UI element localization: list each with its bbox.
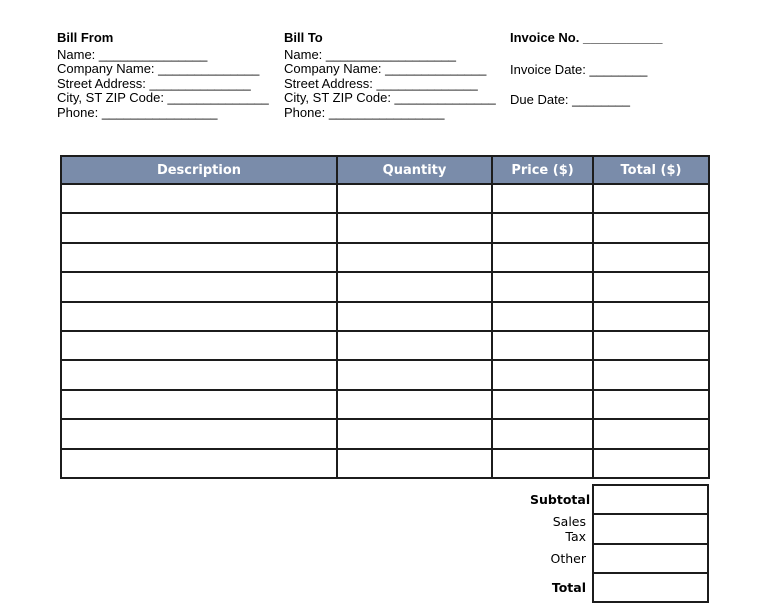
description-cell[interactable]: [61, 243, 337, 272]
total-label: Total: [551, 580, 586, 595]
quantity-cell[interactable]: [337, 449, 492, 478]
description-cell[interactable]: [61, 390, 337, 419]
total-cell[interactable]: [593, 573, 708, 602]
table-row: [61, 302, 709, 331]
quantity-cell[interactable]: [337, 213, 492, 242]
quantity-cell[interactable]: [337, 331, 492, 360]
total-cell[interactable]: [593, 213, 709, 242]
bill-to-heading: Bill To: [284, 30, 323, 45]
sales-tax-row: [530, 514, 708, 544]
bill-from-city: City, ST ZIP Code: ______________: [57, 90, 269, 106]
description-cell[interactable]: [61, 360, 337, 389]
bill-to-name: Name: __________________: [284, 46, 457, 62]
table-row: [61, 419, 709, 448]
table-header-row: [61, 156, 709, 184]
description-cell[interactable]: [61, 184, 337, 213]
price-cell[interactable]: [492, 331, 593, 360]
quantity-cell[interactable]: [337, 302, 492, 331]
price-cell[interactable]: [492, 390, 593, 419]
bill-from-phone: Phone: ________________: [57, 104, 218, 120]
bill-from-section: [57, 31, 269, 121]
header-description: Description: [61, 156, 337, 184]
description-cell[interactable]: [61, 419, 337, 448]
table-row: [61, 360, 709, 389]
quantity-cell[interactable]: [337, 184, 492, 213]
total-cell[interactable]: [593, 331, 709, 360]
description-cell[interactable]: [61, 213, 337, 242]
other-cell[interactable]: [593, 544, 708, 573]
total-cell[interactable]: [593, 184, 709, 213]
quantity-cell[interactable]: [337, 390, 492, 419]
subtotal-row: [530, 485, 708, 514]
subtotal-label: Subtotal: [530, 492, 591, 507]
total-row: [530, 573, 708, 602]
bill-from-street: Street Address: ______________: [57, 75, 251, 91]
price-cell[interactable]: [492, 419, 593, 448]
bill-to-section: [284, 31, 496, 121]
due-date: Due Date: ________: [510, 92, 630, 108]
other-label: Other: [550, 551, 586, 566]
price-cell[interactable]: [492, 184, 593, 213]
bill-to-phone: Phone: ________________: [284, 104, 445, 120]
price-cell[interactable]: [492, 272, 593, 301]
total-cell[interactable]: [593, 419, 709, 448]
table-row: [61, 184, 709, 213]
total-cell[interactable]: [593, 390, 709, 419]
invoice-number: Invoice No. ___________: [510, 30, 663, 45]
sales-tax-cell[interactable]: [593, 514, 708, 544]
table-row: [61, 213, 709, 242]
line-items-table: [60, 155, 710, 479]
total-cell[interactable]: [593, 360, 709, 389]
other-row: [530, 544, 708, 573]
price-cell[interactable]: [492, 302, 593, 331]
totals-table: [530, 484, 709, 603]
total-cell[interactable]: [593, 272, 709, 301]
bill-from-heading: Bill From: [57, 30, 114, 45]
price-cell[interactable]: [492, 360, 593, 389]
table-row: [61, 331, 709, 360]
bill-from-name: Name: _______________: [57, 46, 208, 62]
description-cell[interactable]: [61, 302, 337, 331]
bill-to-city: City, ST ZIP Code: ______________: [284, 90, 496, 106]
description-cell[interactable]: [61, 272, 337, 301]
total-cell[interactable]: [593, 243, 709, 272]
bill-to-street: Street Address: ______________: [284, 75, 478, 91]
sales-tax-label: Sales Tax: [552, 514, 586, 544]
quantity-cell[interactable]: [337, 419, 492, 448]
table-row: [61, 243, 709, 272]
description-cell[interactable]: [61, 331, 337, 360]
table-row: [61, 390, 709, 419]
quantity-cell[interactable]: [337, 360, 492, 389]
bill-to-company: Company Name: ______________: [284, 61, 487, 77]
subtotal-cell[interactable]: [593, 485, 708, 514]
bill-from-company: Company Name: ______________: [57, 61, 260, 77]
invoice-date: Invoice Date: ________: [510, 61, 648, 77]
quantity-cell[interactable]: [337, 272, 492, 301]
invoice-info-section: [510, 31, 663, 108]
quantity-cell[interactable]: [337, 243, 492, 272]
table-row: [61, 272, 709, 301]
total-cell[interactable]: [593, 302, 709, 331]
price-cell[interactable]: [492, 449, 593, 478]
price-cell[interactable]: [492, 243, 593, 272]
total-cell[interactable]: [593, 449, 709, 478]
table-row: [61, 449, 709, 478]
description-cell[interactable]: [61, 449, 337, 478]
header-quantity: Quantity: [337, 156, 492, 184]
header-total: Total ($): [593, 156, 709, 184]
header-price: Price ($): [492, 156, 593, 184]
price-cell[interactable]: [492, 213, 593, 242]
